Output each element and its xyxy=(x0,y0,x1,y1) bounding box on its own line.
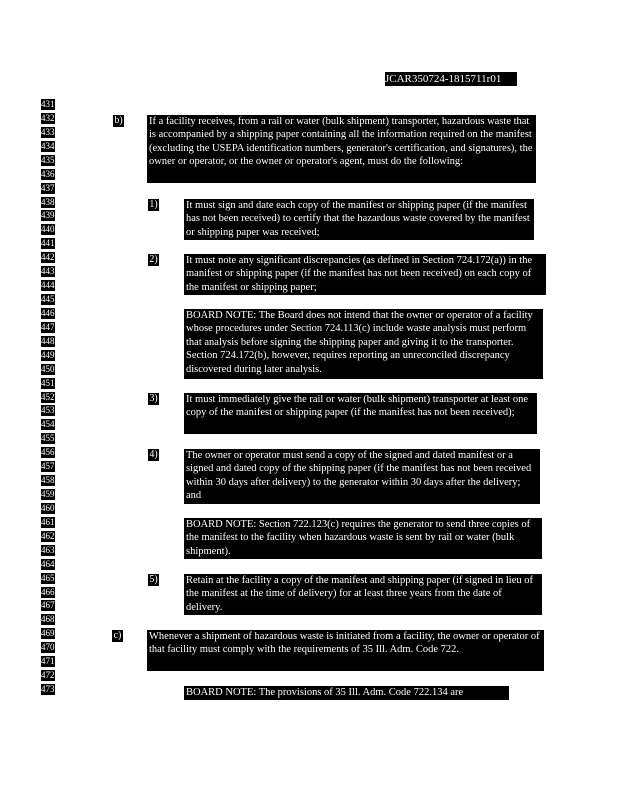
line-number: 436 xyxy=(41,168,55,179)
paragraph-c: Whenever a shipment of hazardous waste is initiated from a facility, the owner or operator of that facility must comply with the requirements of 35 Ill. Adm. Code 722. xyxy=(147,630,544,671)
marker-b1: 1) xyxy=(149,199,158,210)
line-number: 438 xyxy=(41,196,55,207)
marker-b3: 3) xyxy=(149,393,158,404)
marker-b4: 4) xyxy=(149,449,158,460)
line-number: 445 xyxy=(41,294,55,305)
line-number: 450 xyxy=(41,363,55,374)
line-number: 470 xyxy=(41,642,55,653)
line-number: 469 xyxy=(41,628,55,639)
line-number: 444 xyxy=(41,280,55,291)
paragraph-b3: It must immediately give the rail or water (bulk shipment) transporter at least one copy of the manifest or shipping paper (if the manifest has not been received); xyxy=(184,393,537,434)
line-number: 459 xyxy=(41,489,55,500)
paragraph-b2: It must note any significant discrepancies (as defined in Section 724.172(a)) in the manifest or shipping paper (if the manifest has not been received) on each copy of the manifest or shipping paper; xyxy=(184,254,546,295)
line-number: 472 xyxy=(41,670,55,681)
line-number: 432 xyxy=(41,112,55,123)
line-number: 460 xyxy=(41,502,55,513)
line-number: 448 xyxy=(41,335,55,346)
line-number: 446 xyxy=(41,307,55,318)
line-number: 449 xyxy=(41,349,55,360)
line-number: 454 xyxy=(41,419,55,430)
line-number: 461 xyxy=(41,516,55,527)
line-number: 447 xyxy=(41,321,55,332)
line-number: 466 xyxy=(41,586,55,597)
line-number: 465 xyxy=(41,572,55,583)
board-note-b4: BOARD NOTE: Section 722.123(c) requires the generator to send three copies of the manifest to the facility when hazardous waste is sent by rail or water (bulk shipment). xyxy=(184,518,542,559)
line-number: 434 xyxy=(41,140,55,151)
marker-b2: 2) xyxy=(149,254,158,265)
line-number: 467 xyxy=(41,600,55,611)
line-number: 431 xyxy=(41,99,55,109)
line-number: 451 xyxy=(41,377,55,388)
marker-b5: 5) xyxy=(149,574,158,585)
line-number: 473 xyxy=(41,684,55,695)
paragraph-b: If a facility receives, from a rail or water (bulk shipment) transporter, hazardous waste that is accompanied by a shipping paper containing all the information required on the manifest (excluding the USEPA identification numbers, generator's certification, and signatures), the owner or operator, or the owner or operator's agent, must do the following: xyxy=(147,115,536,183)
paragraph-b1: It must sign and date each copy of the manifest or shipping paper (if the manifest has not been received) to certify that the hazardous waste covered by the manifest or shipping paper was received; xyxy=(184,199,534,240)
paragraph-b4: The owner or operator must send a copy of the signed and dated manifest or a signed and dated copy of the shipping paper (if the manifest has not been received within 30 days after delivery) to the generator within 30 days after the delivery; and xyxy=(184,449,540,504)
line-number: 437 xyxy=(41,182,55,193)
line-number: 452 xyxy=(41,391,55,402)
line-number: 442 xyxy=(41,252,55,263)
line-number: 471 xyxy=(41,656,55,667)
line-number: 443 xyxy=(41,266,55,277)
board-note-c: BOARD NOTE: The provisions of 35 Ill. Adm. Code 722.134 are xyxy=(184,686,509,700)
line-number: 462 xyxy=(41,530,55,541)
line-number: 439 xyxy=(41,210,55,221)
line-number: 457 xyxy=(41,461,55,472)
line-number: 458 xyxy=(41,475,55,486)
line-number: 456 xyxy=(41,447,55,458)
line-number: 453 xyxy=(41,405,55,416)
line-number: 433 xyxy=(41,126,55,137)
line-number: 455 xyxy=(41,433,55,444)
line-number: 464 xyxy=(41,558,55,569)
marker-b: b) xyxy=(114,115,123,126)
marker-c: c) xyxy=(113,630,122,641)
header-code: JCAR350724-1815711r01 xyxy=(385,72,517,86)
line-number: 435 xyxy=(41,154,55,165)
paragraph-b5: Retain at the facility a copy of the manifest and shipping paper (if signed in lieu of the manifest at the time of delivery) for at least three years from the date of delivery. xyxy=(184,574,542,615)
board-note-b2: BOARD NOTE: The Board does not intend that the owner or operator of a facility whose procedures under Section 724.113(c) include waste analysis must perform that analysis before signing the shipping paper and giving it to the transporter. Section 724.172(b), however, requires reporting an unreconciled discrepancy discovered during later analysis. xyxy=(184,309,543,379)
line-number: 468 xyxy=(41,614,55,625)
line-number: 441 xyxy=(41,238,55,249)
line-number: 440 xyxy=(41,224,55,235)
line-number: 463 xyxy=(41,544,55,555)
